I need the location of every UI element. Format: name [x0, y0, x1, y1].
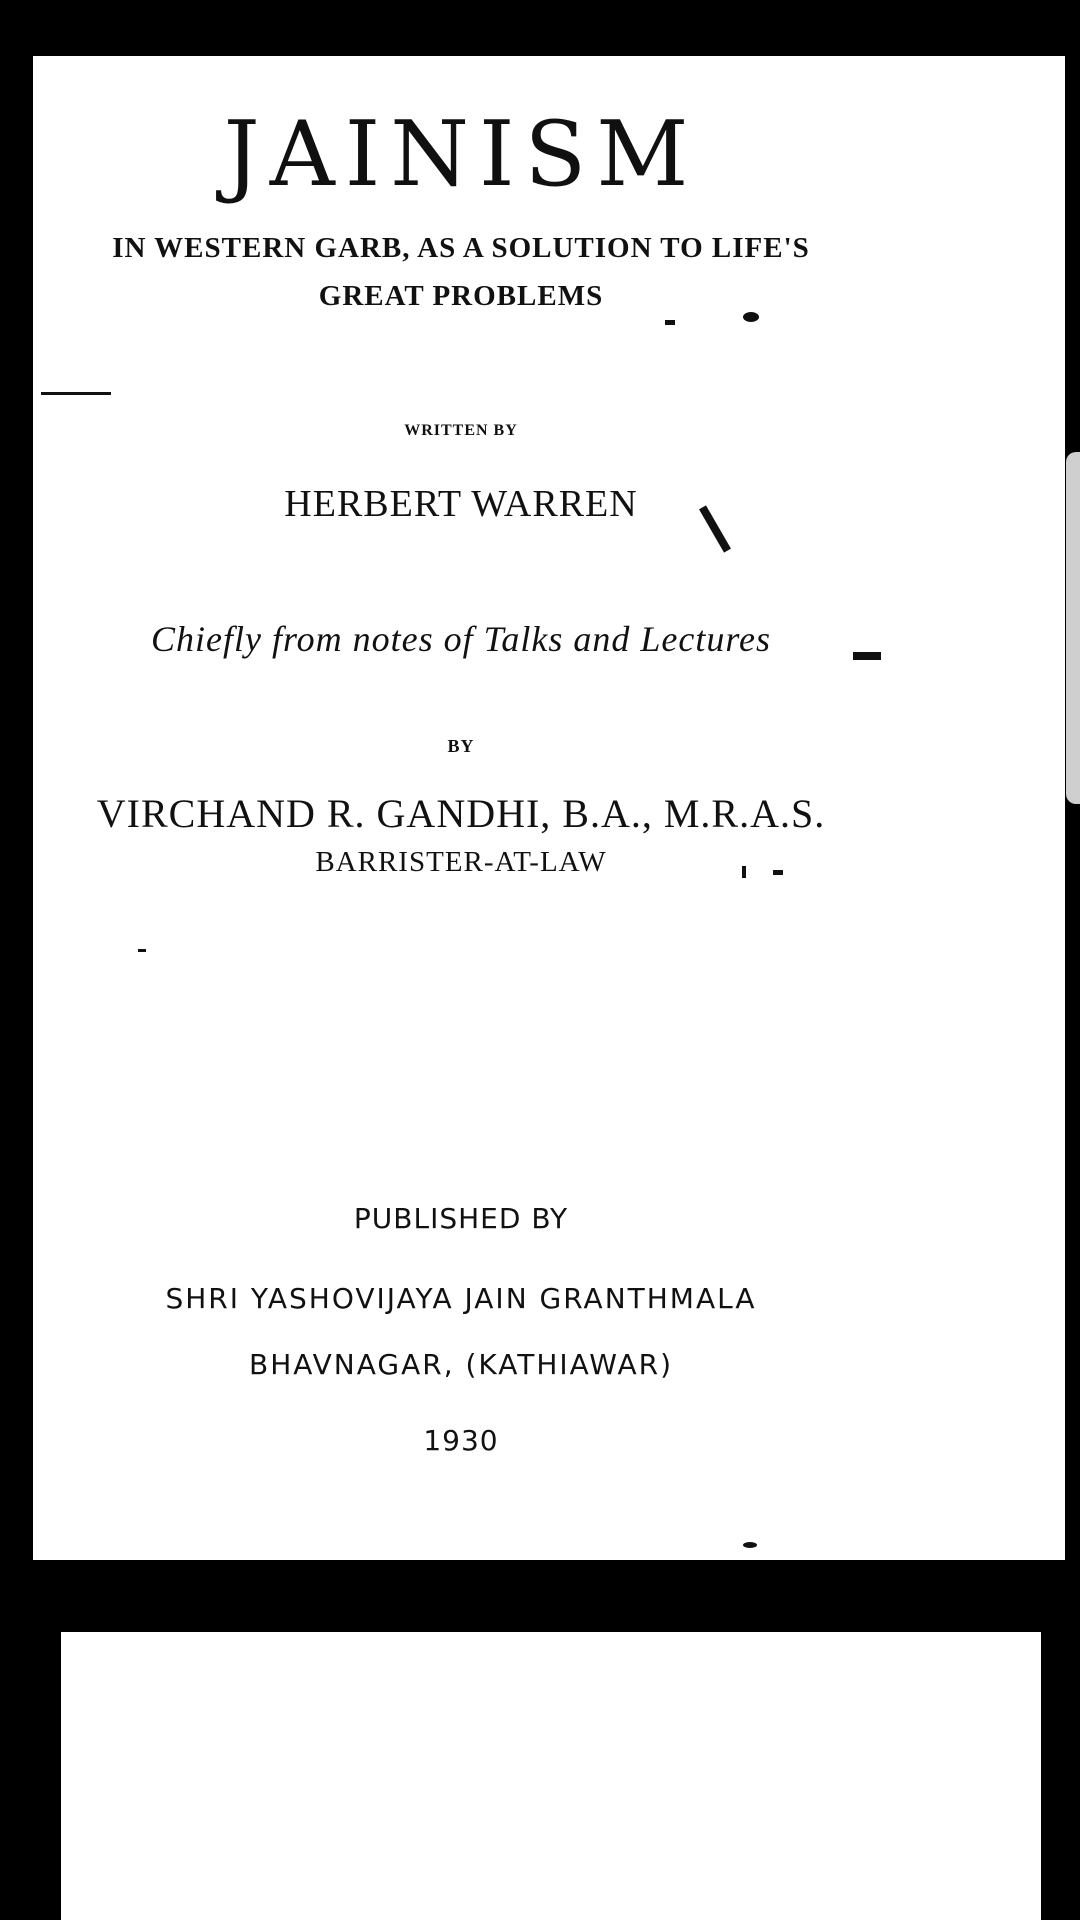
scan-speck — [665, 320, 675, 325]
by-label: BY — [447, 736, 475, 756]
scan-speck — [742, 866, 746, 878]
publication-year: 1930 — [423, 1424, 499, 1457]
publisher-place: BHAVNAGAR, (KATHIAWAR) — [249, 1348, 673, 1381]
scan-speck — [138, 949, 146, 952]
lecturer-title: BARRISTER-AT-LAW — [315, 846, 607, 878]
subtitle-line-2: GREAT PROBLEMS — [318, 280, 604, 312]
next-page[interactable] — [61, 1632, 1041, 1920]
scan-speck — [853, 652, 881, 660]
document-page[interactable] — [33, 56, 1065, 1560]
scan-speck — [41, 392, 111, 395]
written-by-label: WRITTEN BY — [404, 422, 518, 439]
published-by-label: PUBLISHED BY — [353, 1202, 569, 1235]
scrollbar-thumb[interactable] — [1066, 452, 1080, 804]
author-name: HERBERT WARREN — [284, 483, 638, 525]
scan-speck — [743, 312, 759, 322]
publisher-name: SHRI YASHOVIJAYA JAIN GRANTHMALA — [165, 1282, 757, 1315]
scan-speck — [743, 1542, 757, 1548]
lecturer-name: VIRCHAND R. GANDHI, B.A., M.R.A.S. — [96, 791, 826, 836]
book-title: JAINISM — [223, 102, 699, 207]
source-note: Chiefly from notes of Talks and Lectures — [151, 619, 771, 659]
scan-speck — [773, 870, 783, 875]
subtitle-line-1: IN WESTERN GARB, AS A SOLUTION TO LIFE'S — [112, 232, 810, 264]
